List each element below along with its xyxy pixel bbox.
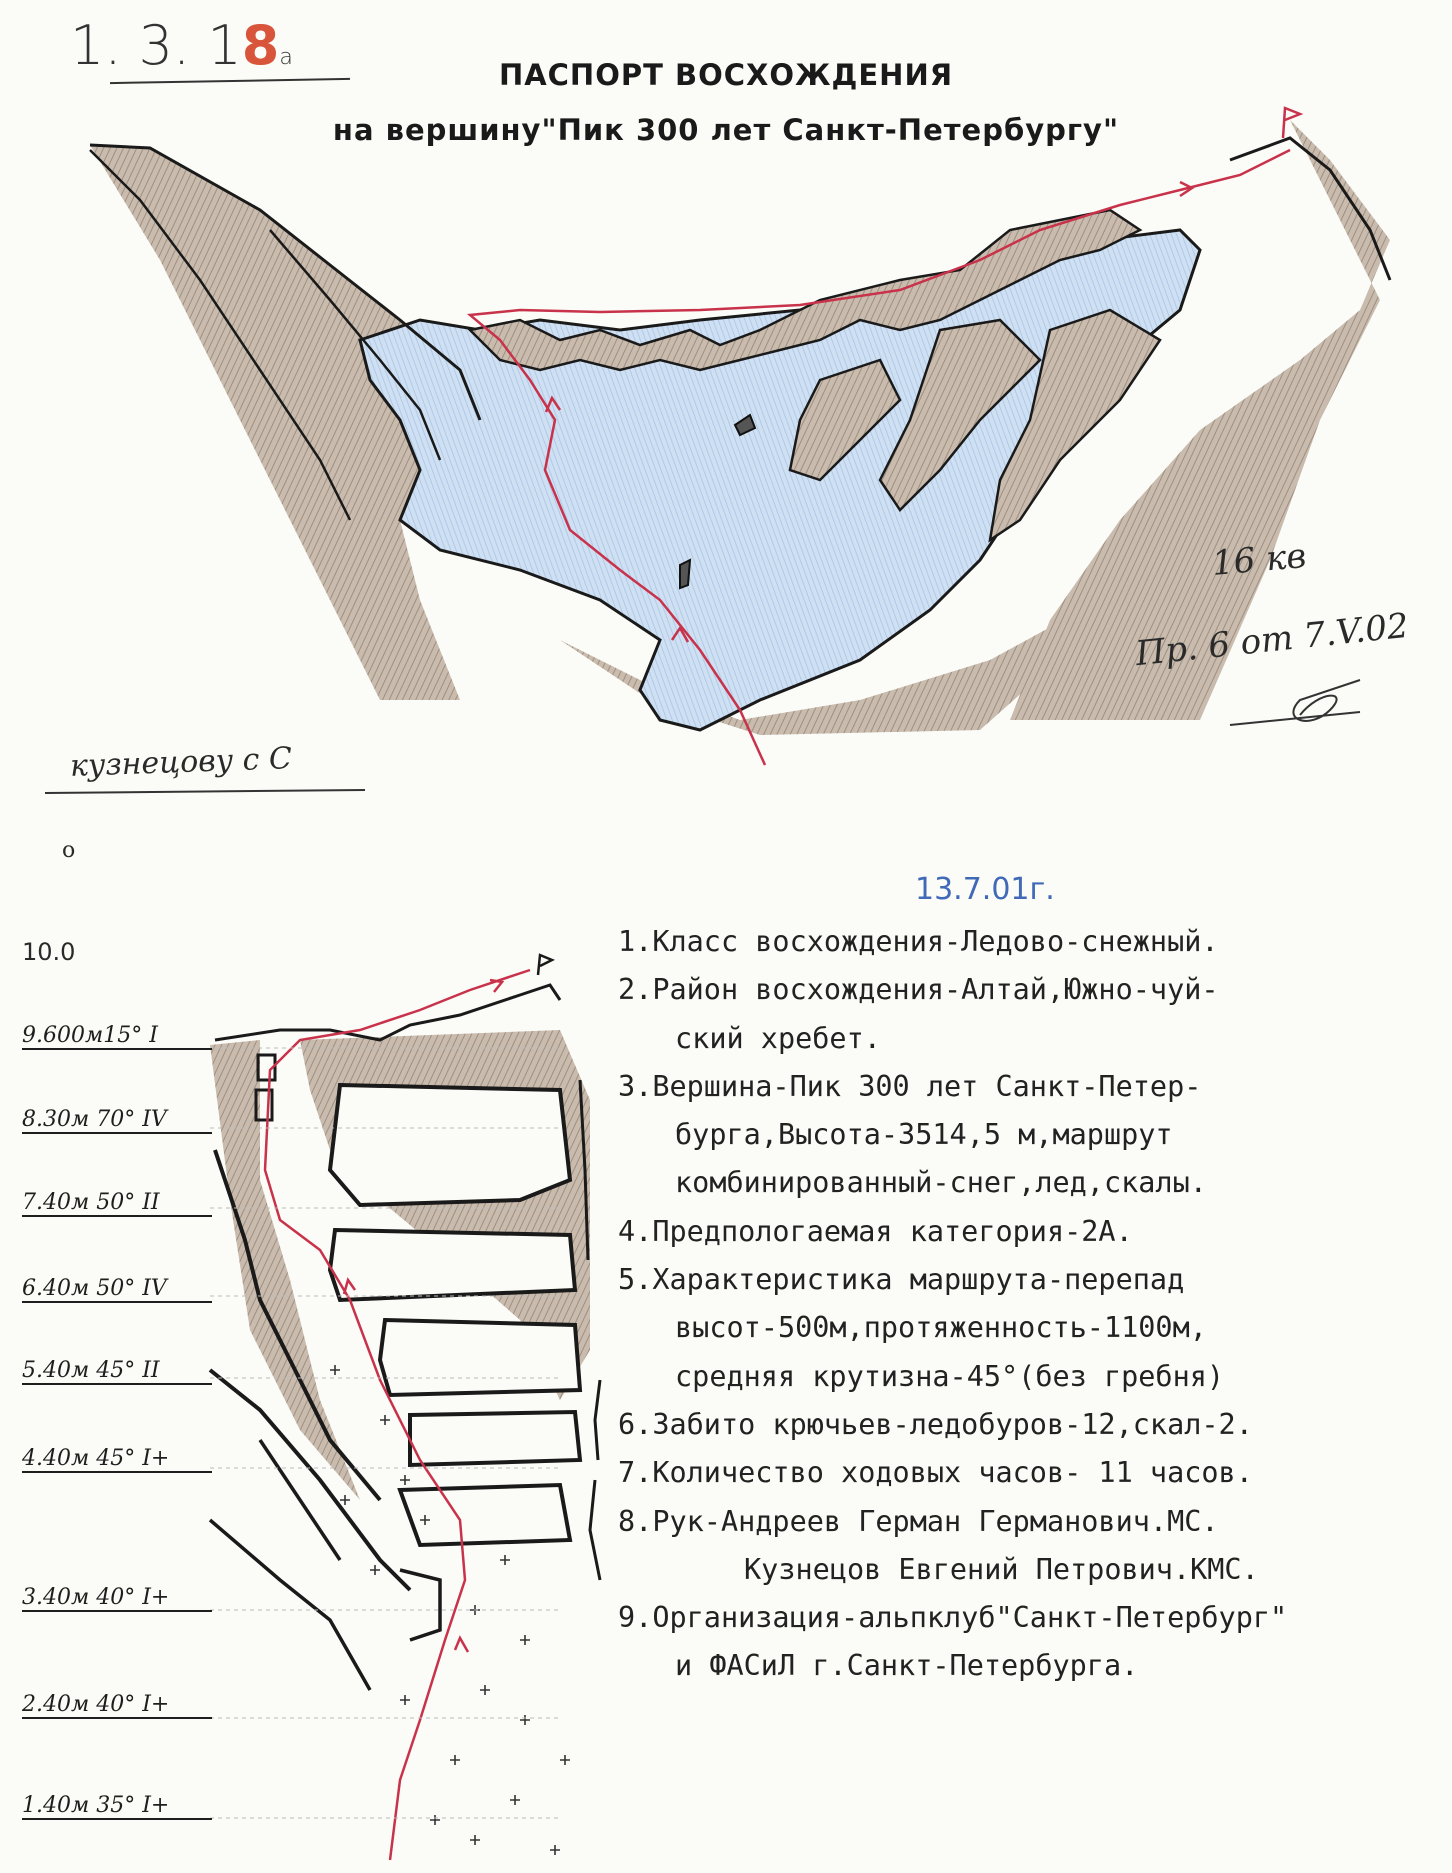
protocol-note: Пр. 6 от 7.V.02: [1133, 605, 1411, 675]
passport-code-suffix: а: [279, 45, 293, 70]
passport-code-number: 1. 3. 1: [70, 14, 242, 77]
ladder-section-7: 7.40м 50° II: [22, 1190, 212, 1217]
diagram-ridge: [215, 985, 560, 1040]
ladder-top-mark: 10.0: [22, 938, 76, 966]
left-note: кузнецову с С: [69, 741, 293, 784]
ladder-section-1: 1.40м 35° I+: [22, 1793, 212, 1820]
info-line: 8.Рук-Андреев Герман Германович.МС.: [618, 1504, 1219, 1538]
lower-flag: [538, 955, 552, 975]
left-note-underline: [45, 790, 365, 793]
info-line: 7.Количество ходовых часов- 11 часов.: [618, 1456, 1253, 1490]
page-subtitle: на вершину"Пик 300 лет Санкт-Петербургу": [332, 113, 1120, 147]
info-line: 5.Характеристика маршрута-перепад: [618, 1263, 1185, 1297]
info-line: Кузнецов Евгений Петрович.КМС.: [744, 1552, 1259, 1586]
ladder-section-6: 6.40м 50° IV: [22, 1276, 212, 1303]
rock-island-2: [680, 560, 690, 588]
info-line: 6.Забито крючьев-ледобуров-12,скал-2.: [618, 1407, 1253, 1441]
ascent-info-list: [618, 918, 1408, 1691]
info-line: 2.Район восхождения-Алтай,Южно-чуй-: [618, 973, 1219, 1007]
archive-number-note: 16 кв: [1210, 535, 1308, 585]
info-line: 1.Класс восхождения-Ледово-снежный.: [618, 925, 1219, 958]
ladder-circle: о: [62, 838, 76, 863]
info-line: 4.Предпологаемая категория-2А.: [618, 1214, 1133, 1248]
info-line: 9.Организация-альпклуб"Санкт-Петербург": [618, 1601, 1288, 1635]
info-line: ский хребет.: [675, 1021, 881, 1055]
info-line: и ФАСиЛ г.Санкт-Петербурга.: [675, 1649, 1139, 1683]
signature-flourish: [1230, 680, 1360, 725]
rock-block-4: [410, 1412, 580, 1465]
rib-5: [400, 1570, 440, 1640]
passport-code-correction: 8: [241, 14, 280, 77]
rock-block-3: [380, 1320, 580, 1395]
info-line: бурга,Высота-3514,5 м,маршрут: [675, 1118, 1173, 1152]
info-line: 3.Вершина-Пик 300 лет Санкт-Петер-: [618, 1069, 1202, 1103]
rib-4: [210, 1520, 370, 1690]
rib-7: [590, 1380, 600, 1580]
rock-block-1: [330, 1085, 570, 1205]
route-diagram: [210, 955, 600, 1860]
date-note: 13.7.01г.: [915, 872, 1055, 907]
info-line: высот-500м,протяженность-1100м,: [675, 1311, 1207, 1345]
info-line: комбинированный-снег,лед,скалы.: [675, 1166, 1207, 1200]
info-line: средняя крутизна-45°(без гребня): [675, 1359, 1225, 1393]
lower-arrow-1: [455, 1638, 468, 1652]
ladder-section-9: 9.600м15° I: [22, 1023, 212, 1050]
ladder-section-5: 5.40м 45° II: [22, 1358, 212, 1385]
page-title: ПАСПОРТ ВОСХОЖДЕНИЯ: [498, 58, 954, 92]
rock-block-2: [330, 1230, 575, 1300]
ladder-section-4: 4.40м 45° I+: [22, 1446, 212, 1473]
ladder-section-2: 2.40м 40° I+: [22, 1692, 212, 1719]
ladder-section-3: 3.40м 40° I+: [22, 1585, 212, 1612]
ladder-section-8: 8.30м 70° IV: [22, 1107, 212, 1134]
